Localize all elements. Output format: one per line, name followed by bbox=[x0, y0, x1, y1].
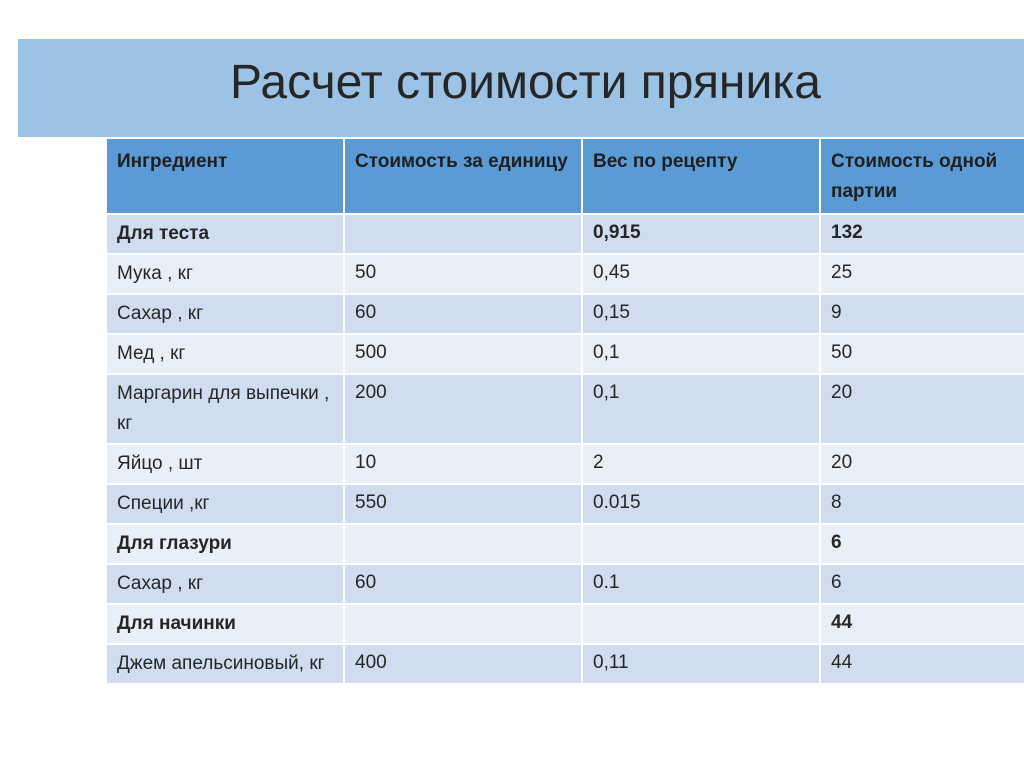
cost-table-container bbox=[105, 137, 1024, 724]
cell-recipe-weight: 0,11 bbox=[582, 644, 820, 684]
cell-ingredient: Маргарин для выпечки , кг bbox=[106, 374, 344, 444]
cell-batch-cost: 25 bbox=[820, 254, 1024, 294]
cell-ingredient: Мука , кг bbox=[106, 254, 344, 294]
cell-ingredient: Сахар , кг bbox=[106, 564, 344, 604]
cell-batch-cost: 132 bbox=[820, 214, 1024, 254]
cell-batch-cost: 8 bbox=[820, 484, 1024, 524]
title-band bbox=[18, 39, 1024, 137]
cell-recipe-weight bbox=[582, 604, 820, 644]
cell-recipe-weight: 0,915 bbox=[582, 214, 820, 254]
cell-ingredient: Специи ,кг bbox=[106, 484, 344, 524]
cell-batch-cost: 6 bbox=[820, 524, 1024, 564]
table-section-row bbox=[106, 214, 1024, 254]
table-row bbox=[106, 334, 1024, 374]
cell-unit-cost bbox=[344, 524, 582, 564]
table-header-row bbox=[106, 138, 1024, 214]
cell-unit-cost: 60 bbox=[344, 564, 582, 604]
cell-batch-cost: 50 bbox=[820, 334, 1024, 374]
header-unit-cost: Стоимость за единицу bbox=[344, 138, 582, 214]
slide-title: Расчет стоимости пряника bbox=[230, 56, 821, 109]
cell-ingredient: Яйцо , шт bbox=[106, 444, 344, 484]
header-batch-cost: Стоимость одной партии bbox=[820, 138, 1024, 214]
cell-recipe-weight bbox=[582, 524, 820, 564]
cell-unit-cost: 60 bbox=[344, 294, 582, 334]
cell-recipe-weight: 0.1 bbox=[582, 564, 820, 604]
cell-batch-cost: 20 bbox=[820, 444, 1024, 484]
cell-ingredient: Для начинки bbox=[106, 604, 344, 644]
cell-batch-cost: 44 bbox=[820, 604, 1024, 644]
cell-batch-cost: 6 bbox=[820, 564, 1024, 604]
cell-recipe-weight: 0,1 bbox=[582, 334, 820, 374]
table-body bbox=[106, 214, 1024, 684]
table-row bbox=[106, 374, 1024, 444]
cell-unit-cost bbox=[344, 214, 582, 254]
cell-unit-cost: 10 bbox=[344, 444, 582, 484]
cell-recipe-weight: 0,1 bbox=[582, 374, 820, 444]
table-section-row bbox=[106, 524, 1024, 564]
header-recipe-weight: Вес по рецепту bbox=[582, 138, 820, 214]
cell-ingredient: Для глазури bbox=[106, 524, 344, 564]
cell-ingredient: Мед , кг bbox=[106, 334, 344, 374]
cell-unit-cost: 550 bbox=[344, 484, 582, 524]
cell-recipe-weight: 2 bbox=[582, 444, 820, 484]
table-row bbox=[106, 484, 1024, 524]
cell-recipe-weight: 0,45 bbox=[582, 254, 820, 294]
cell-unit-cost: 200 bbox=[344, 374, 582, 444]
cell-recipe-weight: 0,15 bbox=[582, 294, 820, 334]
cell-batch-cost: 9 bbox=[820, 294, 1024, 334]
cell-unit-cost bbox=[344, 604, 582, 644]
table-row bbox=[106, 254, 1024, 294]
cell-ingredient: Сахар , кг bbox=[106, 294, 344, 334]
table-section-row bbox=[106, 604, 1024, 644]
cell-unit-cost: 50 bbox=[344, 254, 582, 294]
cell-unit-cost: 400 bbox=[344, 644, 582, 684]
table-row bbox=[106, 564, 1024, 604]
cost-table bbox=[105, 137, 1024, 685]
table-row bbox=[106, 294, 1024, 334]
table-row bbox=[106, 444, 1024, 484]
cell-ingredient: Для теста bbox=[106, 214, 344, 254]
cell-batch-cost: 20 bbox=[820, 374, 1024, 444]
cell-batch-cost: 44 bbox=[820, 644, 1024, 684]
table-row bbox=[106, 644, 1024, 684]
header-ingredient: Ингредиент bbox=[106, 138, 344, 214]
cell-unit-cost: 500 bbox=[344, 334, 582, 374]
cell-recipe-weight: 0.015 bbox=[582, 484, 820, 524]
cell-ingredient: Джем апельсиновый, кг bbox=[106, 644, 344, 684]
